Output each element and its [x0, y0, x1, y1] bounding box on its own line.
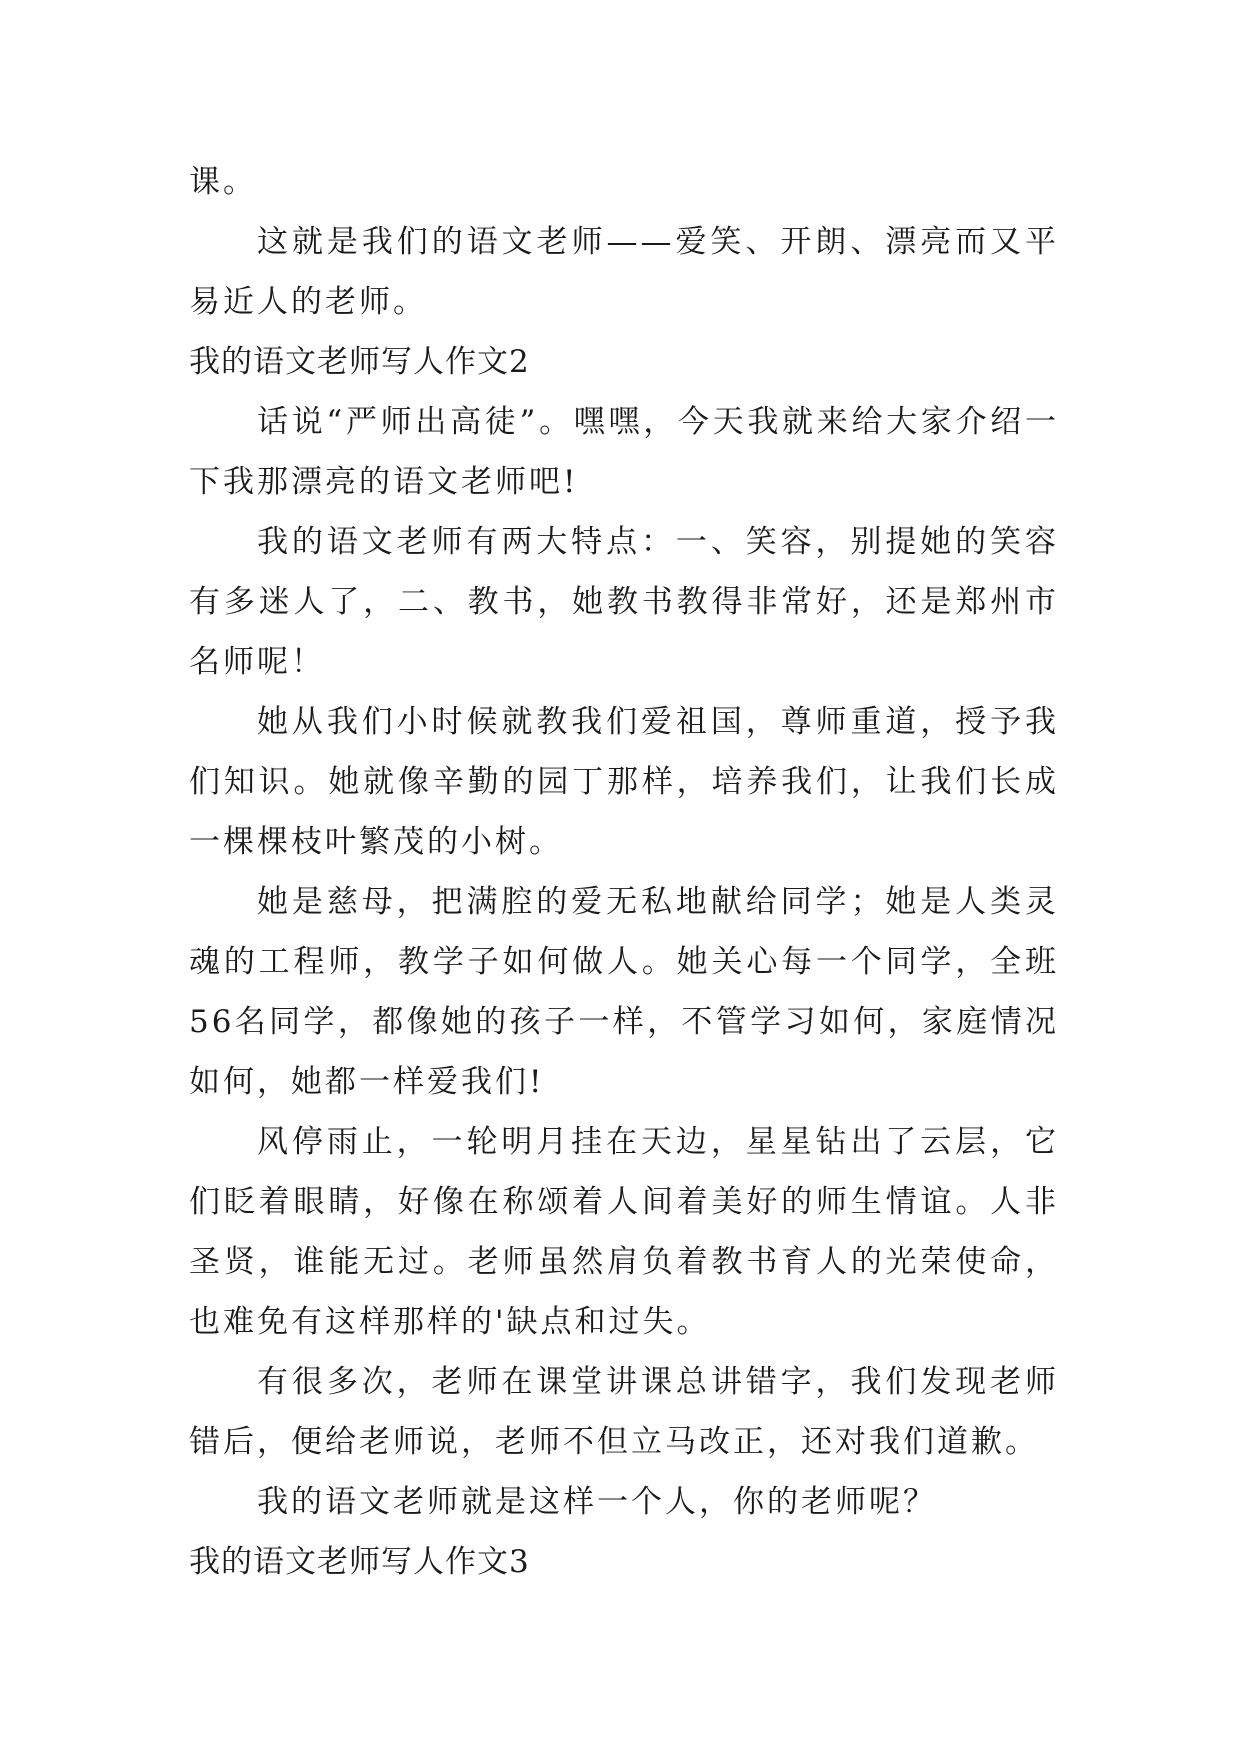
- paragraph: 我的语文老师就是这样一个人，你的老师呢？: [257, 1484, 937, 1520]
- essay-heading: 我的语文老师写人作文3: [189, 1544, 530, 1580]
- paragraph: 风停雨止，一轮明月挂在天边，星星钻出了云层，它们眨着眼睛，好像在称颂着人间着美好的师生情谊。人非圣贤，谁能无过。老师虽然肩负着教书育人的光荣使命，也难免有这样那样的'缺点和过失。: [189, 1124, 1059, 1340]
- document-body: [189, 152, 1059, 1592]
- paragraph: 这就是我们的语文老师——爱笑、开朗、漂亮而又平易近人的老师。: [189, 224, 1059, 320]
- paragraph: 话说“严师出高徒”。嘿嘿，今天我就来给大家介绍一下我那漂亮的语文老师吧!: [189, 404, 1059, 500]
- paragraph: 她从我们小时候就教我们爱祖国，尊师重道，授予我们知识。她就像辛勤的园丁那样，培养我们，让我们长成一棵棵枝叶繁茂的小树。: [189, 704, 1059, 860]
- paragraph: 我的语文老师有两大特点：一、笑容，别提她的笑容有多迷人了，二、教书，她教书教得非常好，还是郑州市名师呢！: [189, 524, 1059, 680]
- paragraph: 课。: [189, 164, 257, 200]
- paragraph: 有很多次，老师在课堂讲课总讲错字，我们发现老师错后，便给老师说，老师不但立马改正，还对我们道歉。: [189, 1364, 1059, 1460]
- essay-heading: 我的语文老师写人作文2: [189, 344, 530, 380]
- paragraph: 她是慈母，把满腔的爱无私地献给同学；她是人类灵魂的工程师，教学子如何做人。她关心每一个同学，全班56名同学，都像她的孩子一样，不管学习如何，家庭情况如何，她都一样爱我们!: [189, 884, 1059, 1100]
